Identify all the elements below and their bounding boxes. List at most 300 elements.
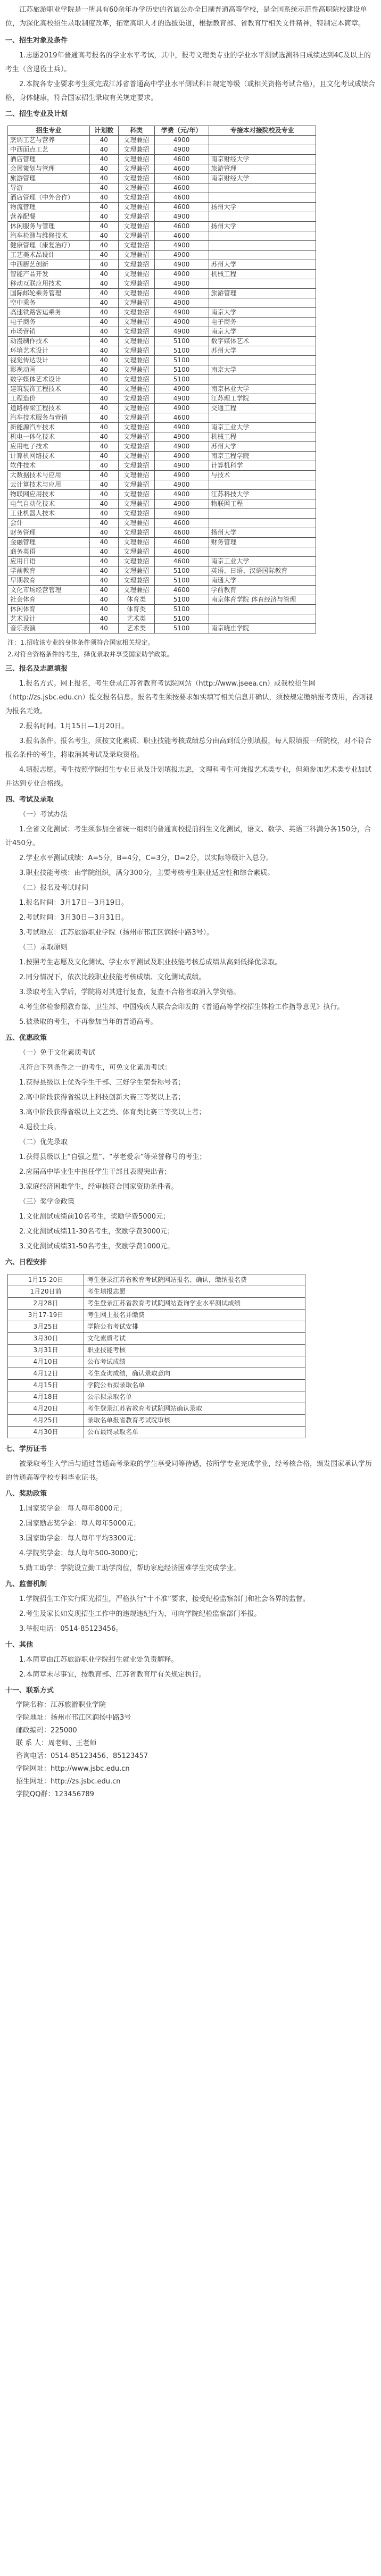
plan-cell: 40 bbox=[89, 193, 118, 203]
plan-cell: 烹调工艺与营养 bbox=[8, 136, 90, 145]
plan-cell: 文理兼招 bbox=[118, 557, 154, 566]
plan-cell: 40 bbox=[89, 279, 118, 289]
plan-row bbox=[8, 614, 316, 624]
schedule-title: 六、日程安排 bbox=[5, 1258, 47, 1266]
plan-row bbox=[8, 404, 316, 413]
plan-cell: 数字媒体艺术设计 bbox=[8, 375, 90, 385]
plan-cell: 中西面点工艺 bbox=[8, 145, 90, 155]
section-title: 五、优惠政策 bbox=[5, 1034, 47, 1042]
schedule-item: 考生登录江苏省教育考试院网站确认录取 bbox=[84, 1403, 305, 1415]
plan-cell: 计算机网络技术 bbox=[8, 452, 90, 461]
plan-cell: 4600 bbox=[154, 184, 209, 193]
plan-cell: 电子商务 bbox=[209, 318, 316, 327]
plan-cell: 40 bbox=[89, 576, 118, 586]
plan-cell: 文理兼招 bbox=[118, 145, 154, 155]
contact-line: 咨询电话：0514-85123456、85123457 bbox=[16, 1752, 148, 1760]
schedule-date: 2月28日 bbox=[8, 1298, 84, 1310]
plan-row bbox=[8, 509, 316, 519]
plan-cell: 40 bbox=[89, 212, 118, 222]
plan-cell: 物联网应用技术 bbox=[8, 490, 90, 499]
plan-row bbox=[8, 586, 316, 595]
plan-cell: 文理兼招 bbox=[118, 519, 154, 528]
plan-body bbox=[8, 136, 316, 633]
plan-cell: 新能源汽车技术 bbox=[8, 423, 90, 432]
plan-cell: 40 bbox=[89, 251, 118, 260]
plan-cell: 文理兼招 bbox=[118, 471, 154, 480]
plan-cell: 文理兼招 bbox=[118, 404, 154, 413]
plan-cell: 40 bbox=[89, 538, 118, 547]
plan-cell: 40 bbox=[89, 614, 118, 624]
plan-cell: 4900 bbox=[154, 279, 209, 289]
plan-cell: 南京财经大学 bbox=[209, 174, 316, 184]
plan-cell: 40 bbox=[89, 164, 118, 174]
plan-cell bbox=[209, 193, 316, 203]
plan-cell: 艺术设计 bbox=[8, 614, 90, 624]
schedule-row bbox=[8, 1345, 305, 1356]
plan-cell: 文理兼招 bbox=[118, 480, 154, 490]
plan-row bbox=[8, 394, 316, 404]
plan-row bbox=[8, 624, 316, 633]
section-paragraph: 2.高中阶段获得省级以上科技创新大赛三等奖以上者； bbox=[19, 1094, 185, 1102]
plan-cell: 5100 bbox=[154, 337, 209, 346]
plan-row bbox=[8, 155, 316, 164]
plan-row bbox=[8, 184, 316, 193]
section-paragraph: 1.文化测试成绩前10名考生，奖励学费5000元； bbox=[19, 1213, 170, 1221]
plan-cell: 40 bbox=[89, 452, 118, 461]
section-paragraph: 1.获得县级以上优秀学生干部、三好学生荣誉称号者； bbox=[19, 1079, 185, 1087]
section-paragraph: 1.学院招生工作实行阳光招生，严格执行“十不准”要求，接受纪检监察部门和社会各界的监督。 bbox=[19, 1595, 310, 1603]
section-paragraph: 2.本简章未尽事宜，按教育部、江苏省教育厅有关规定执行。 bbox=[19, 1671, 206, 1679]
plan-cell: 建筑装饰工程技术 bbox=[8, 385, 90, 394]
plan-cell: 文理兼招 bbox=[118, 566, 154, 576]
plan-header-cell: 学费（元/年） bbox=[154, 126, 209, 136]
section-paragraph: （二）报名及考试时间 bbox=[19, 884, 89, 892]
plan-cell: 文理兼招 bbox=[118, 452, 154, 461]
plan-row bbox=[8, 442, 316, 452]
plan-cell: 40 bbox=[89, 394, 118, 404]
plan-cell: 文理兼招 bbox=[118, 222, 154, 231]
plan-cell: 早期教育 bbox=[8, 576, 90, 586]
plan-cell: 40 bbox=[89, 471, 118, 480]
plan-cell: 40 bbox=[89, 442, 118, 452]
plan-cell: 道路桥梁工程技术 bbox=[8, 404, 90, 413]
plan-cell: 文理兼招 bbox=[118, 423, 154, 432]
schedule-row bbox=[8, 1286, 305, 1298]
plan-cell: 高速铁路客运乘务 bbox=[8, 308, 90, 318]
section-paragraph: 3.录取考生入学后，学院将对其进行复查，复查不合格者取消入学资格。 bbox=[19, 988, 241, 996]
section-paragraph: 1.志愿2019年普通高考报名的学业水平考试，其中，报考文理类专业的学业水平测试选测科目成绩达到4C及以上的考生（含退役士兵）。 bbox=[5, 52, 371, 73]
plan-cell: 40 bbox=[89, 231, 118, 241]
plan-cell: 4900 bbox=[154, 442, 209, 452]
schedule-row bbox=[8, 1368, 305, 1380]
plan-row bbox=[8, 231, 316, 241]
plan-cell: 4900 bbox=[154, 241, 209, 251]
plan-cell: 40 bbox=[89, 365, 118, 375]
schedule-row bbox=[8, 1403, 305, 1415]
section-paragraph: 2.报名时间。1月15日—1月20日。 bbox=[19, 722, 129, 730]
plan-cell: 文理兼招 bbox=[118, 356, 154, 365]
plan-cell: 40 bbox=[89, 404, 118, 413]
section-paragraph: 1.全省文化测试：考生须参加全省统一组织的普通高校提前招生文化测试，语文、数学、英语三科满分各150分，合计450分。 bbox=[5, 826, 371, 847]
plan-cell: 财务管理 bbox=[8, 528, 90, 538]
plan-cell: 文理兼招 bbox=[118, 231, 154, 241]
plan-cell: 扬州大学 bbox=[209, 222, 316, 231]
schedule-row bbox=[8, 1391, 305, 1403]
section-paragraph: 4.填报志愿。考生按照学院招生专业目录及计划填报志愿，文理科考生可兼报艺术类专业，但须参加艺术类专业加试并达到专业合格线。 bbox=[5, 766, 372, 788]
plan-cell: 4900 bbox=[154, 260, 209, 270]
plan-cell: 苏州大学 bbox=[209, 346, 316, 356]
plan-cell: 4900 bbox=[154, 452, 209, 461]
plan-cell: 40 bbox=[89, 509, 118, 519]
section-paragraph: 3.文化测试成绩31-50名考生，奖励学费1000元。 bbox=[19, 1243, 175, 1251]
schedule-date: 3月30日 bbox=[8, 1333, 84, 1345]
schedule-item: 职业技能考核 bbox=[84, 1345, 305, 1356]
plan-cell bbox=[209, 614, 316, 624]
plan-cell: 英语、日语、汉语国际教育 bbox=[209, 566, 316, 576]
plan-cell: 文化市场经营管理 bbox=[8, 586, 90, 595]
plan-cell: 扬州大学 bbox=[209, 528, 316, 538]
plan-cell: 文理兼招 bbox=[118, 394, 154, 404]
plan-header-cell: 招生专业 bbox=[8, 126, 90, 136]
schedule-table bbox=[7, 1274, 305, 1438]
plan-row bbox=[8, 174, 316, 184]
plan-cell: 体育类 bbox=[118, 605, 154, 614]
plan-cell: 5100 bbox=[154, 365, 209, 375]
plan-cell: 文理兼招 bbox=[118, 212, 154, 222]
plan-row bbox=[8, 279, 316, 289]
plan-row bbox=[8, 557, 316, 566]
section-title: 十一、联系方式 bbox=[5, 1687, 54, 1695]
plan-cell: 旅游管理 bbox=[209, 164, 316, 174]
plan-cell: 40 bbox=[89, 480, 118, 490]
plan-cell: 4900 bbox=[154, 385, 209, 394]
plan-cell: 会计 bbox=[8, 519, 90, 528]
plan-cell: 4900 bbox=[154, 298, 209, 308]
plan-cell: 4900 bbox=[154, 432, 209, 442]
plan-cell: 文理兼招 bbox=[118, 193, 154, 203]
plan-row bbox=[8, 432, 316, 442]
section-paragraph: 凡符合下列条件之一的考生，可免文化素质考试： bbox=[19, 1064, 172, 1072]
plan-cell: 4900 bbox=[154, 499, 209, 509]
schedule-item: 公示拟录取名单 bbox=[84, 1391, 305, 1403]
section-paragraph: 3.报名条件。报名考生，须按文化素质、职业技能考核成绩总分由高到低分别填报，每人限填报一所院校，对不符合报名条件的考生，将取消其考试及录取资格。 bbox=[5, 737, 372, 759]
plan-row bbox=[8, 423, 316, 432]
plan-row bbox=[8, 298, 316, 308]
plan-cell: 南京工业大学 bbox=[209, 423, 316, 432]
plan-cell: 学前教育 bbox=[209, 586, 316, 595]
plan-cell: 南京财经大学 bbox=[209, 155, 316, 164]
plan-cell: 40 bbox=[89, 308, 118, 318]
plan-notes bbox=[5, 637, 376, 660]
plan-cell: 4900 bbox=[154, 327, 209, 337]
plan-cell: 4900 bbox=[154, 308, 209, 318]
plan-cell: 文理兼招 bbox=[118, 547, 154, 557]
plan-row bbox=[8, 337, 316, 346]
plan-cell bbox=[209, 509, 316, 519]
section-title: 四、考试及录取 bbox=[5, 796, 54, 804]
plan-cell: 酒店管理 bbox=[8, 155, 90, 164]
plan-cell: 文理兼招 bbox=[118, 279, 154, 289]
plan-cell: 文理兼招 bbox=[118, 346, 154, 356]
schedule-date: 1月20日前 bbox=[8, 1286, 84, 1298]
plan-cell: 4900 bbox=[154, 471, 209, 480]
section-paragraph: 3.高中阶段获得省级以上文艺类、体育类比赛三等奖以上者； bbox=[19, 1108, 206, 1116]
plan-cell: 5100 bbox=[154, 566, 209, 576]
plan-cell: 40 bbox=[89, 624, 118, 633]
sections-1 bbox=[5, 34, 376, 105]
plan-cell: 南京体育学院 体育经济与管理 bbox=[209, 595, 316, 605]
schedule-item: 学院公布考试安排 bbox=[84, 1321, 305, 1333]
plan-cell: 文理兼招 bbox=[118, 586, 154, 595]
contact-block bbox=[5, 1699, 376, 1801]
plan-row bbox=[8, 193, 316, 203]
plan-title: 二、招生专业及计划 bbox=[5, 110, 68, 118]
plan-cell: 40 bbox=[89, 432, 118, 442]
section-paragraph: 1.报名时间：3月17日—3月19日。 bbox=[19, 899, 129, 907]
plan-cell: 文理兼招 bbox=[118, 490, 154, 499]
plan-row bbox=[8, 260, 316, 270]
plan-cell: 文理兼招 bbox=[118, 528, 154, 538]
section-title: 一、招生对象及条件 bbox=[5, 37, 68, 45]
plan-cell: 文理兼招 bbox=[118, 251, 154, 260]
schedule-date: 4月12日 bbox=[8, 1368, 84, 1380]
plan-cell: 文理兼招 bbox=[118, 155, 154, 164]
plan-header-cell: 计划数 bbox=[89, 126, 118, 136]
schedule-date: 4月20日 bbox=[8, 1403, 84, 1415]
plan-cell: 物联网工程 bbox=[209, 499, 316, 509]
plan-cell: 物流管理 bbox=[8, 203, 90, 212]
plan-cell: 文理兼招 bbox=[118, 270, 154, 279]
plan-cell: 40 bbox=[89, 413, 118, 423]
plan-cell bbox=[209, 145, 316, 155]
plan-row bbox=[8, 203, 316, 212]
plan-cell: 4900 bbox=[154, 509, 209, 519]
plan-row bbox=[8, 251, 316, 260]
plan-cell: 电子商务 bbox=[8, 318, 90, 327]
plan-cell: 40 bbox=[89, 385, 118, 394]
schedule-row bbox=[8, 1415, 305, 1427]
plan-cell: 空中乘务 bbox=[8, 298, 90, 308]
plan-row bbox=[8, 566, 316, 576]
plan-cell: 南京工业大学 bbox=[209, 557, 316, 566]
plan-cell: 40 bbox=[89, 174, 118, 184]
section-paragraph: 2.应届高中毕业生中担任学生干部且表现突出者； bbox=[19, 1168, 171, 1176]
schedule-row bbox=[8, 1356, 305, 1368]
plan-row bbox=[8, 499, 316, 509]
plan-cell: 5100 bbox=[154, 356, 209, 365]
plan-cell: 文理兼招 bbox=[118, 136, 154, 145]
schedule-item: 考生登录江苏省教育考试院网站查询学业水平测试成绩 bbox=[84, 1298, 305, 1310]
plan-cell bbox=[209, 547, 316, 557]
plan-cell: 40 bbox=[89, 241, 118, 251]
plan-cell: 休闲服务与管理 bbox=[8, 222, 90, 231]
plan-cell: 40 bbox=[89, 490, 118, 499]
schedule-date: 4月10日 bbox=[8, 1356, 84, 1368]
plan-cell: 南京大学 bbox=[209, 327, 316, 337]
plan-row bbox=[8, 241, 316, 251]
plan-cell: 文理兼招 bbox=[118, 432, 154, 442]
plan-cell: 4600 bbox=[154, 519, 209, 528]
plan-row bbox=[8, 480, 316, 490]
plan-row bbox=[8, 576, 316, 586]
plan-row bbox=[8, 212, 316, 222]
plan-cell: 40 bbox=[89, 337, 118, 346]
section-paragraph: 4.学院奖学金：每人每年500-3000元； bbox=[19, 1549, 142, 1557]
contact-line: 邮政编码：225000 bbox=[16, 1727, 77, 1735]
section-paragraph: 3.职业技能考核：由学院组织，满分300分，主要考核考生职业适应性和综合素质。 bbox=[19, 869, 275, 877]
plan-cell: 导游 bbox=[8, 184, 90, 193]
plan-cell: 文理兼招 bbox=[118, 576, 154, 586]
plan-cell: 视觉传达设计 bbox=[8, 356, 90, 365]
plan-cell: 江苏科技大学 bbox=[209, 490, 316, 499]
plan-cell bbox=[209, 413, 316, 423]
plan-cell: 健康管理（康复治疗） bbox=[8, 241, 90, 251]
plan-row bbox=[8, 346, 316, 356]
contact-line: 学院名称：江苏旅游职业学院 bbox=[16, 1701, 106, 1709]
plan-cell: 财务管理 bbox=[209, 538, 316, 547]
contact-line: 联 系 人：周老师、王老师 bbox=[16, 1739, 97, 1747]
plan-header-row bbox=[8, 126, 316, 136]
plan-cell: 40 bbox=[89, 499, 118, 509]
plan-cell: 40 bbox=[89, 519, 118, 528]
plan-cell: 文理兼招 bbox=[118, 365, 154, 375]
section-paragraph: 1.报名方式。网上报名，考生登录江苏省教育考试院网站（http://www.jseea.cn）或我校招生网（http://zs.jsbc.edu.cn）提交报名信息。报名考生须按要求如实填写相关信息并确认，须按规定缴纳报考费用，否则视为报名无效。 bbox=[5, 680, 373, 715]
plan-cell: 4900 bbox=[154, 136, 209, 145]
plan-cell: 智能产品开发 bbox=[8, 270, 90, 279]
plan-cell: 电气自动化技术 bbox=[8, 499, 90, 509]
plan-cell: 40 bbox=[89, 136, 118, 145]
plan-cell: 工艺美术品设计 bbox=[8, 251, 90, 260]
schedule-item: 考生查询成绩，确认录取意向 bbox=[84, 1368, 305, 1380]
plan-cell: 4600 bbox=[154, 547, 209, 557]
plan-cell: 5100 bbox=[154, 605, 209, 614]
plan-cell: 学前教育 bbox=[8, 566, 90, 576]
plan-cell: 40 bbox=[89, 566, 118, 576]
plan-cell: 旅游管理 bbox=[8, 174, 90, 184]
plan-cell: 数字媒体艺术 bbox=[209, 337, 316, 346]
sections-3 bbox=[5, 1443, 376, 1698]
plan-cell: 南京林业大学 bbox=[209, 385, 316, 394]
schedule-date: 4月15日 bbox=[8, 1380, 84, 1391]
plan-cell bbox=[209, 136, 316, 145]
plan-cell: 40 bbox=[89, 155, 118, 164]
plan-cell: 艺术类 bbox=[118, 624, 154, 633]
contact-line: 学院QQ群：123456789 bbox=[16, 1790, 94, 1798]
section-paragraph: （三）录取原则 bbox=[19, 944, 68, 952]
schedule-row bbox=[8, 1333, 305, 1345]
plan-cell: 4900 bbox=[154, 289, 209, 298]
plan-row bbox=[8, 528, 316, 538]
schedule-date: 3月25日 bbox=[8, 1321, 84, 1333]
plan-note: 注：1.招收该专业的身体条件须符合国家相关规定。 bbox=[7, 639, 154, 646]
plan-cell: 4600 bbox=[154, 538, 209, 547]
schedule-item: 公布考试成绩 bbox=[84, 1356, 305, 1368]
plan-cell: 4600 bbox=[154, 586, 209, 595]
section-paragraph: 2.考生及家长如发现招生工作中的违规违纪行为，可向学院纪检监察部门举报。 bbox=[19, 1610, 261, 1618]
plan-row bbox=[8, 270, 316, 279]
plan-cell: 40 bbox=[89, 260, 118, 270]
plan-cell: 机电一体化技术 bbox=[8, 432, 90, 442]
plan-cell: 音乐表演 bbox=[8, 624, 90, 633]
plan-cell: 大数据技术与应用 bbox=[8, 471, 90, 480]
plan-cell bbox=[209, 251, 316, 260]
plan-cell: 苏州大学 bbox=[209, 260, 316, 270]
plan-row bbox=[8, 356, 316, 365]
schedule-item: 文化素质考试 bbox=[84, 1333, 305, 1345]
plan-cell: 4600 bbox=[154, 164, 209, 174]
plan-cell: 汽车技术服务与营销 bbox=[8, 413, 90, 423]
section-paragraph: 2.国家励志奖学金：每人每年5000元； bbox=[19, 1520, 140, 1528]
plan-cell: 软件技术 bbox=[8, 461, 90, 471]
plan-row bbox=[8, 375, 316, 385]
section-paragraph: 5.勤工助学：学院设立勤工助学岗位，帮助家庭经济困难学生完成学业。 bbox=[19, 1564, 241, 1572]
plan-cell: 中西厨艺创新 bbox=[8, 260, 90, 270]
plan-cell: 4600 bbox=[154, 557, 209, 566]
plan-cell: 40 bbox=[89, 203, 118, 212]
section-paragraph: 2.同分情况下，依次比较职业技能考核成绩、文化测试成绩。 bbox=[19, 973, 206, 981]
plan-cell: 4600 bbox=[154, 222, 209, 231]
plan-cell: 4900 bbox=[154, 394, 209, 404]
schedule-item: 录取名单报省教育考试院审核 bbox=[84, 1415, 305, 1427]
plan-cell: 艺术类 bbox=[118, 614, 154, 624]
plan-cell: 计算机科学 bbox=[209, 461, 316, 471]
plan-cell: 40 bbox=[89, 586, 118, 595]
plan-cell: 商务英语 bbox=[8, 547, 90, 557]
plan-cell: 旅游管理 bbox=[209, 289, 316, 298]
section-title: 八、奖助政策 bbox=[5, 1490, 47, 1498]
plan-cell: 40 bbox=[89, 270, 118, 279]
plan-cell: 40 bbox=[89, 557, 118, 566]
schedule-date: 4月18日 bbox=[8, 1391, 84, 1403]
plan-cell: 40 bbox=[89, 318, 118, 327]
plan-cell: 5100 bbox=[154, 624, 209, 633]
plan-row bbox=[8, 145, 316, 155]
plan-row bbox=[8, 605, 316, 614]
schedule-row bbox=[8, 1321, 305, 1333]
plan-cell: 休闲体育 bbox=[8, 605, 90, 614]
plan-cell: 应用电子技术 bbox=[8, 442, 90, 452]
contact-line: 学院地址：扬州市邗江区润扬中路3号 bbox=[16, 1714, 131, 1722]
plan-cell: 文理兼招 bbox=[118, 318, 154, 327]
contact-line: 学院网址：http://www.jsbc.edu.cn bbox=[16, 1765, 130, 1773]
plan-note: 2.对符合资格条件的考生，择优录取并享受国家助学政策。 bbox=[7, 651, 173, 658]
plan-cell: 40 bbox=[89, 605, 118, 614]
plan-row bbox=[8, 471, 316, 480]
plan-cell: 南京大学 bbox=[209, 365, 316, 375]
plan-cell: 与技术 bbox=[209, 471, 316, 480]
plan-cell: 40 bbox=[89, 184, 118, 193]
plan-cell: 5100 bbox=[154, 595, 209, 605]
section-title: 七、学历证书 bbox=[5, 1445, 47, 1453]
schedule-date: 3月31日 bbox=[8, 1345, 84, 1356]
schedule-item: 考生填报志愿 bbox=[84, 1286, 305, 1298]
plan-cell: 40 bbox=[89, 375, 118, 385]
plan-row bbox=[8, 136, 316, 145]
schedule-body bbox=[8, 1274, 305, 1438]
plan-cell bbox=[209, 356, 316, 365]
section-paragraph: （一）免于文化素质考试 bbox=[19, 1049, 96, 1057]
plan-cell: 金融管理 bbox=[8, 538, 90, 547]
plan-cell: 文理兼招 bbox=[118, 461, 154, 471]
plan-cell bbox=[209, 184, 316, 193]
plan-cell: 40 bbox=[89, 222, 118, 231]
plan-cell: 工业机器人技术 bbox=[8, 509, 90, 519]
plan-cell: 会展策划与管理 bbox=[8, 164, 90, 174]
plan-cell: 5100 bbox=[154, 576, 209, 586]
section-paragraph: 2.考试时间：3月30日—3月31日。 bbox=[19, 914, 129, 922]
plan-cell: 文理兼招 bbox=[118, 203, 154, 212]
plan-cell: 40 bbox=[89, 356, 118, 365]
